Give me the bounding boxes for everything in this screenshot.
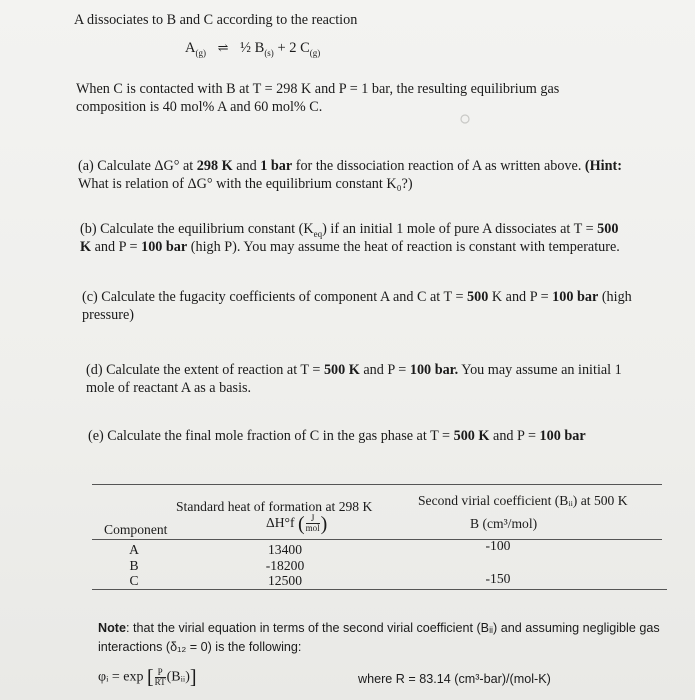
formula-lhs: φᵢ = exp xyxy=(98,669,144,685)
reaction-phase-c: (g) xyxy=(309,47,321,58)
part-e-text-2: and P = xyxy=(489,428,540,444)
row-a-virial: -100 xyxy=(485,538,511,553)
part-c-temp: 500 xyxy=(467,289,489,305)
reaction-species-c: + 2 C xyxy=(277,40,310,56)
unit-numerator: J xyxy=(306,514,320,524)
part-b-pressure: 100 bar xyxy=(141,239,188,255)
table-header-heat-symbol xyxy=(266,514,327,533)
table-bottom-rule xyxy=(92,589,667,590)
part-c-text-1: (c) Calculate the fugacity coefficients of component A and C at T = xyxy=(82,289,468,305)
heat-symbol: ΔH°f xyxy=(266,515,295,530)
row-c-component: C xyxy=(129,573,139,588)
reaction-equation xyxy=(185,40,320,58)
part-a-line-1 xyxy=(78,157,622,175)
part-d-line-2: mole of reactant A as a basis. xyxy=(86,380,252,396)
part-a-temp: 298 K xyxy=(196,158,233,174)
unit-fraction xyxy=(306,514,320,533)
formula-denominator: RT xyxy=(154,677,166,687)
bracket-close: ] xyxy=(189,666,197,689)
part-b-text-4: (high P). You may assume the heat of reaction is constant with temperature. xyxy=(187,239,620,255)
part-e-temp: 500 K xyxy=(453,428,490,444)
intro-line-1: A dissociates to B and C according to the reaction xyxy=(74,12,358,28)
part-b-text-1: (b) Calculate the equilibrium constant (K xyxy=(80,221,314,237)
row-b-component: B xyxy=(129,558,139,573)
part-a-text-2: and xyxy=(232,158,261,174)
row-c-virial: -150 xyxy=(485,571,511,586)
part-b-text-3: and P = xyxy=(91,239,142,255)
paren-open: ( xyxy=(297,512,305,535)
equilibrium-arrow-icon: ⇌ xyxy=(217,40,229,55)
part-a-line-2: What is relation of ΔG° with the equilibrium constant K₀?) xyxy=(78,176,413,192)
part-a-text-1: (a) Calculate ΔG° at xyxy=(78,158,197,174)
table-header-virial: Second virial coefficient (Bᵢᵢ) at 500 K xyxy=(418,493,628,508)
note-line-2: interactions (δ₁₂ = 0) is the following: xyxy=(98,640,302,654)
part-d-text-2: and P = xyxy=(359,362,410,378)
virial-formula xyxy=(98,668,197,687)
part-d-pressure: 100 bar. xyxy=(409,362,459,378)
part-b-keq-sub: eq xyxy=(313,228,323,239)
note-text-1: : that the virial equation in terms of the second virial coefficient (Bᵢᵢ) and assuming negligible gas xyxy=(126,621,660,635)
table-top-rule xyxy=(92,484,662,485)
gas-constant-note: where R = 83.14 (cm³-bar)/(mol-K) xyxy=(358,672,551,686)
part-e-line-1 xyxy=(88,427,586,445)
paren-close: ) xyxy=(320,512,328,535)
table-header-virial-unit: B (cm³/mol) xyxy=(470,516,538,531)
note-line-1 xyxy=(98,619,660,637)
reaction-phase-a: (g) xyxy=(195,47,206,58)
part-c-line-2: pressure) xyxy=(82,307,134,323)
part-a-pressure: 1 bar xyxy=(260,158,293,174)
part-a-text-3: for the dissociation reaction of A as written above. xyxy=(292,158,585,174)
part-d-text-3: You may assume an initial 1 xyxy=(458,362,622,378)
part-e-pressure: 100 bar xyxy=(539,428,586,444)
reaction-species-b: ½ B xyxy=(240,40,265,56)
part-d-text-1: (d) Calculate the extent of reaction at T = xyxy=(86,362,324,378)
intro-line-2: When C is contacted with B at T = 298 K and P = 1 bar, the resulting equilibrium gas xyxy=(76,81,560,97)
note-label: Note xyxy=(98,621,126,635)
reaction-phase-b: (s) xyxy=(264,47,274,58)
part-b-line-2 xyxy=(80,238,620,256)
part-e-text-1: (e) Calculate the final mole fraction of C in the gas phase at T = xyxy=(88,428,454,444)
table-header-heat: Standard heat of formation at 298 K xyxy=(176,499,373,514)
table-header-component: Component xyxy=(104,522,168,537)
row-a-heat: 13400 xyxy=(268,542,302,557)
part-d-temp: 500 K xyxy=(323,362,360,378)
part-c-pressure: 100 bar xyxy=(552,289,599,305)
formula-fraction xyxy=(155,668,166,687)
part-b-temp: 500 xyxy=(597,221,619,237)
part-c-text-3: (high xyxy=(598,289,632,305)
intro-line-3: composition is 40 mol% A and 60 mol% C. xyxy=(76,99,323,115)
row-c-heat: 12500 xyxy=(268,573,302,588)
reaction-species-a: A xyxy=(185,40,196,56)
formula-rhs: (Bᵢᵢ) xyxy=(166,669,190,685)
part-b-temp-unit: K xyxy=(80,239,92,255)
part-b-text-2: ) if an initial 1 mole of pure A dissociates at T = xyxy=(322,221,598,237)
formula-numerator: P xyxy=(155,668,166,678)
table-header-rule xyxy=(92,539,662,540)
part-c-line-1 xyxy=(82,288,632,306)
bracket-open: [ xyxy=(146,666,154,689)
row-a-component: A xyxy=(129,542,139,557)
part-c-text-2: K and P = xyxy=(488,289,553,305)
part-a-hint-label: (Hint: xyxy=(584,158,622,174)
mouse-cursor-icon xyxy=(458,112,472,126)
unit-denominator: mol xyxy=(305,523,320,534)
part-d-line-1 xyxy=(86,361,622,379)
row-b-heat: -18200 xyxy=(265,558,305,573)
